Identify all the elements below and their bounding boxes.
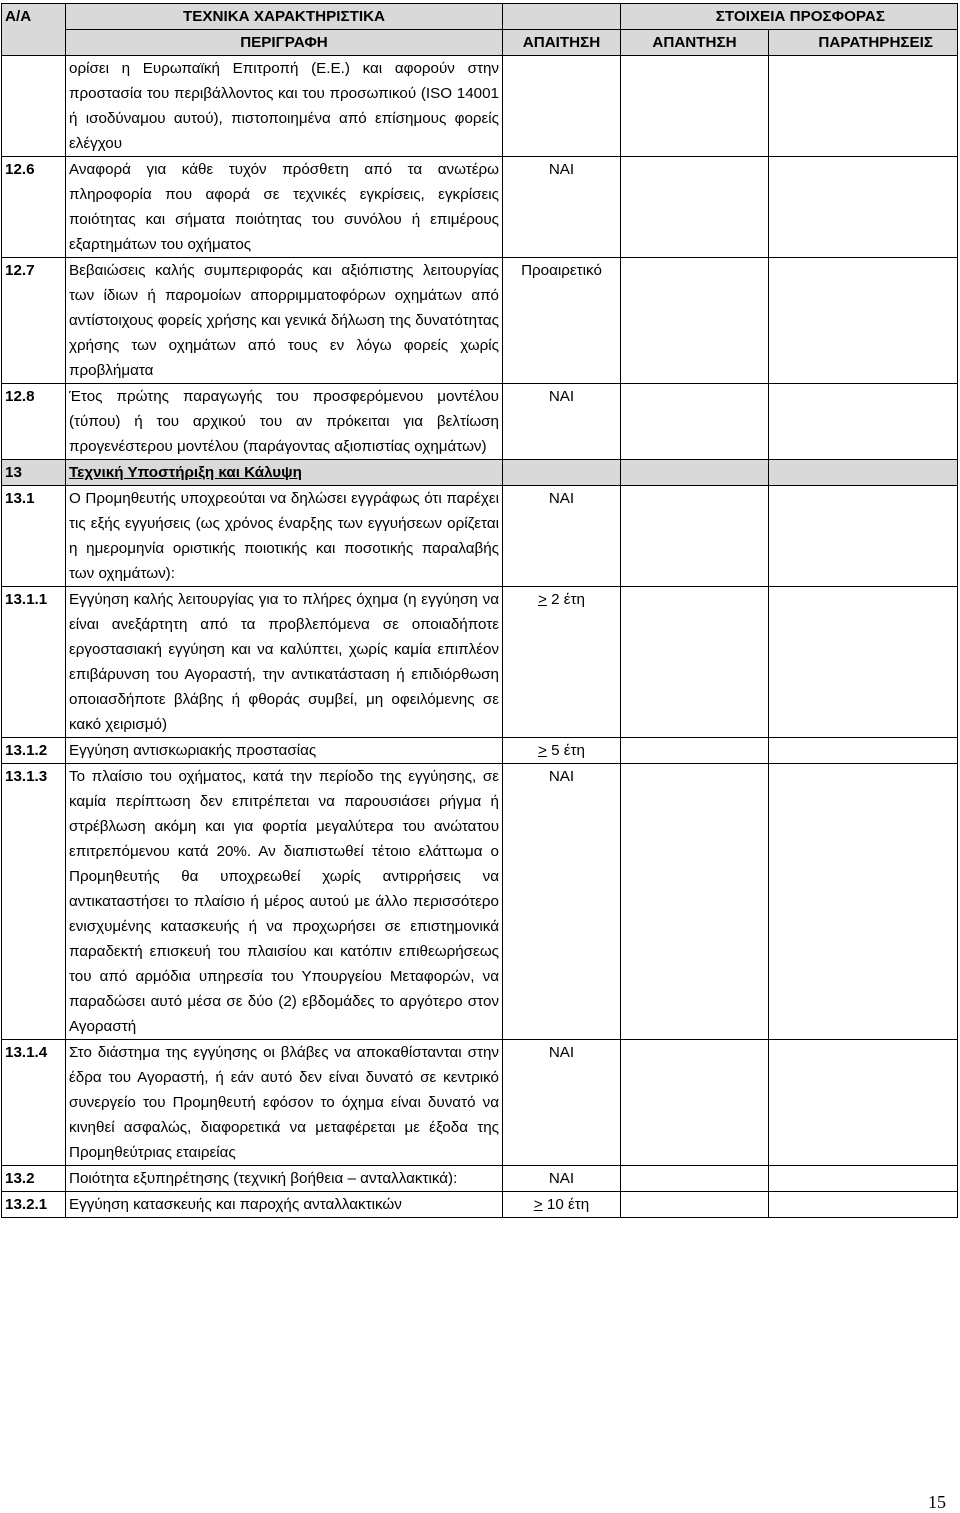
item-number: 13.2 <box>2 1166 66 1192</box>
requirement-value: 2 έτη <box>546 591 585 608</box>
item-description: Τεχνική Υποστήριξη και Κάλυψη <box>66 460 503 486</box>
requirement-value: ΝΑΙ <box>548 490 575 507</box>
item-number: 13.1.4 <box>2 1040 66 1166</box>
header-remarks: ΠΑΡΑΤΗΡΗΣΕΙΣ <box>769 30 958 56</box>
header-aa: Α/Α <box>2 4 66 56</box>
offer-answer-cell <box>621 157 769 258</box>
item-description: Αναφορά για κάθε τυχόν πρόσθετη από τα ανωτέρω πληροφορία που αφορά σε τεχνικές εγκρίσεις, εγκρίσεις ποιότητας και σήματα ποιότητας του συνόλου ή επιμέρους εξαρτημάτων του οχήματος <box>66 157 503 258</box>
item-requirement <box>503 1040 621 1166</box>
item-number: 12.7 <box>2 258 66 384</box>
item-description: Εγγύηση κατασκευής και παροχής ανταλλακτικών <box>66 1192 503 1218</box>
table-header <box>2 4 958 56</box>
table-row <box>2 384 958 460</box>
offer-remarks-cell <box>769 764 958 1040</box>
item-description: Εγγύηση καλής λειτουργίας για το πλήρες όχημα (η εγγύηση να είναι ανεξάρτητη από τα προβλεπόμενα σε οποιαδήποτε εργοστασιακή εγγύηση και να καλύπτει, χωρίς καμία επιπλέον επιβάρυνση του Αγοραστή, την αντικατάσταση ή επιδιόρθωση οποιασδήποτε βλάβης ή φθοράς συμβεί, μη οφειλόμενης σε κακό χειρισμό) <box>66 587 503 738</box>
item-number: 12.8 <box>2 384 66 460</box>
offer-answer-cell <box>621 384 769 460</box>
requirement-operator: > <box>538 591 547 608</box>
requirement-value: 10 έτη <box>542 1196 590 1213</box>
item-requirement <box>503 1192 621 1218</box>
item-requirement <box>503 764 621 1040</box>
offer-remarks-cell <box>769 738 958 764</box>
header-requirement: ΑΠΑΙΤΗΣΗ <box>503 30 621 56</box>
item-requirement <box>503 384 621 460</box>
table-body <box>2 56 958 1218</box>
offer-answer-cell <box>621 56 769 157</box>
header-description: ΠΕΡΙΓΡΑΦΗ <box>66 30 503 56</box>
offer-answer-cell <box>621 486 769 587</box>
item-description: Βεβαιώσεις καλής συμπεριφοράς και αξιόπιστης λειτουργίας των ίδιων ή παρομοίων απορριμματοφόρων οχημάτων από αντίστοιχους φορείς χρήσης και γενικά δήλωση της δυνατότητας χρήσης των οχημάτων από τους εν λόγω φορείς χωρίς προβλήματα <box>66 258 503 384</box>
table-row <box>2 157 958 258</box>
table-row <box>2 587 958 738</box>
item-number: 13.1.3 <box>2 764 66 1040</box>
requirement-value: Προαιρετικό <box>521 262 602 279</box>
item-description: Έτος πρώτης παραγωγής του προσφερόμενου μοντέλου (τύπου) ή του αρχικού του αν πρόκειται για βελτίωση προγενέστερου μοντέλου (παράγοντας αξιοπιστίας οχημάτων) <box>66 384 503 460</box>
item-requirement <box>503 157 621 258</box>
offer-answer-cell <box>621 1040 769 1166</box>
table-row <box>2 1192 958 1218</box>
item-requirement <box>503 1166 621 1192</box>
offer-remarks-cell <box>769 56 958 157</box>
item-requirement <box>503 460 621 486</box>
item-number: 13.1.1 <box>2 587 66 738</box>
offer-answer-cell <box>621 587 769 738</box>
item-number: 13.1.2 <box>2 738 66 764</box>
table-row <box>2 764 958 1040</box>
offer-remarks-cell <box>769 1040 958 1166</box>
offer-answer-cell <box>621 764 769 1040</box>
item-number: 12.6 <box>2 157 66 258</box>
requirement-value: 5 έτη <box>546 742 585 759</box>
requirement-operator: > <box>538 742 547 759</box>
item-description: Ποιότητα εξυπηρέτησης (τεχνική βοήθεια – ανταλλακτικά): <box>66 1166 503 1192</box>
table-row <box>2 56 958 157</box>
offer-answer-cell <box>621 1166 769 1192</box>
offer-answer-cell <box>621 1192 769 1218</box>
requirement-value: ΝΑΙ <box>548 768 575 785</box>
requirement-value: ΝΑΙ <box>548 388 575 405</box>
requirement-value: ΝΑΙ <box>548 1170 575 1187</box>
item-number: 13.1 <box>2 486 66 587</box>
table-row <box>2 738 958 764</box>
requirement-value: ΝΑΙ <box>548 161 575 178</box>
item-requirement <box>503 56 621 157</box>
offer-remarks-cell <box>769 1192 958 1218</box>
offer-remarks-cell <box>769 587 958 738</box>
offer-remarks-cell <box>769 460 958 486</box>
offer-remarks-cell <box>769 486 958 587</box>
table-row <box>2 1166 958 1192</box>
item-description: Ο Προμηθευτής υποχρεούται να δηλώσει εγγράφως ότι παρέχει τις εξής εγγυήσεις (ως χρόνος έναρξης των εγγυήσεων ορίζεται η ημερομηνία οριστικής ποιοτικής και ποσοτικής παραλαβής των οχημάτων): <box>66 486 503 587</box>
table-row <box>2 486 958 587</box>
page-number: 15 <box>928 1492 946 1512</box>
offer-remarks-cell <box>769 1166 958 1192</box>
offer-remarks-cell <box>769 157 958 258</box>
table-row <box>2 258 958 384</box>
item-description: Στο διάστημα της εγγύησης οι βλάβες να αποκαθίστανται στην έδρα του Αγοραστή, ή εάν αυτό δεν είναι δυνατό σε κεντρικό συνεργείο του Προμηθευτή εφόσον το όχημα είναι δυνατό να κινηθεί ασφαλώς, διαφορετικά να μεταφέρεται με έξοδα της Προμηθεύτριας εταιρείας <box>66 1040 503 1166</box>
table-row <box>2 1040 958 1166</box>
header-answer: ΑΠΑΝΤΗΣΗ <box>621 30 769 56</box>
header-tech-title: ΤΕΧΝΙΚΑ ΧΑΡΑΚΤΗΡΙΣΤΙΚΑ <box>66 4 503 30</box>
requirement-value: ΝΑΙ <box>548 1044 575 1061</box>
item-number: 13.2.1 <box>2 1192 66 1218</box>
item-requirement <box>503 738 621 764</box>
offer-answer-cell <box>621 738 769 764</box>
offer-answer-cell <box>621 460 769 486</box>
section-row <box>2 460 958 486</box>
header-offer-title: ΣΤΟΙΧΕΙΑ ΠΡΟΣΦΟΡΑΣ <box>621 4 958 30</box>
item-number <box>2 56 66 157</box>
offer-remarks-cell <box>769 258 958 384</box>
item-requirement <box>503 486 621 587</box>
item-description: ορίσει η Ευρωπαϊκή Επιτροπή (Ε.Ε.) και αφορούν στην προστασία του περιβάλλοντος και του προσωπικού (ISO 14001 ή ισοδύναμου αυτού), πιστοποιημένα από επίσημους φορείς ελέγχου <box>66 56 503 157</box>
item-requirement <box>503 587 621 738</box>
item-number: 13 <box>2 460 66 486</box>
offer-remarks-cell <box>769 384 958 460</box>
technical-spec-table <box>1 3 958 1218</box>
item-description: Το πλαίσιο του οχήματος, κατά την περίοδο της εγγύησης, σε καμία περίπτωση δεν επιτρέπεται να παρουσιάσει ρήγμα ή στρέβλωση ακόμη και για φορτία μεγαλύτερα του ανώτατου επιτρεπόμενου κατά 20%. Αν διαπιστωθεί τέτοιο ελάττωμα ο Προμηθευτής θα υποχρεωθεί χωρίς αντιρρήσεις να αντικαταστήσει το πλαίσιο ή μέρος αυτού με άλλο περισσότερο ενισχυμένης κατασκευής ή να προχωρήσει σε επιστημονικά παραδεκτή επισκευή του πλαισίου και κατόπιν επιθεωρήσεως του από αρμόδια υπηρεσία του Υπουργείου Μεταφορών, να παραδώσει αυτό μέσα σε δύο (2) εβδομάδες το αργότερο στον Αγοραστή <box>66 764 503 1040</box>
requirement-operator: > <box>533 1196 543 1213</box>
offer-answer-cell <box>621 258 769 384</box>
item-description: Εγγύηση αντισκωριακής προστασίας <box>66 738 503 764</box>
item-requirement <box>503 258 621 384</box>
